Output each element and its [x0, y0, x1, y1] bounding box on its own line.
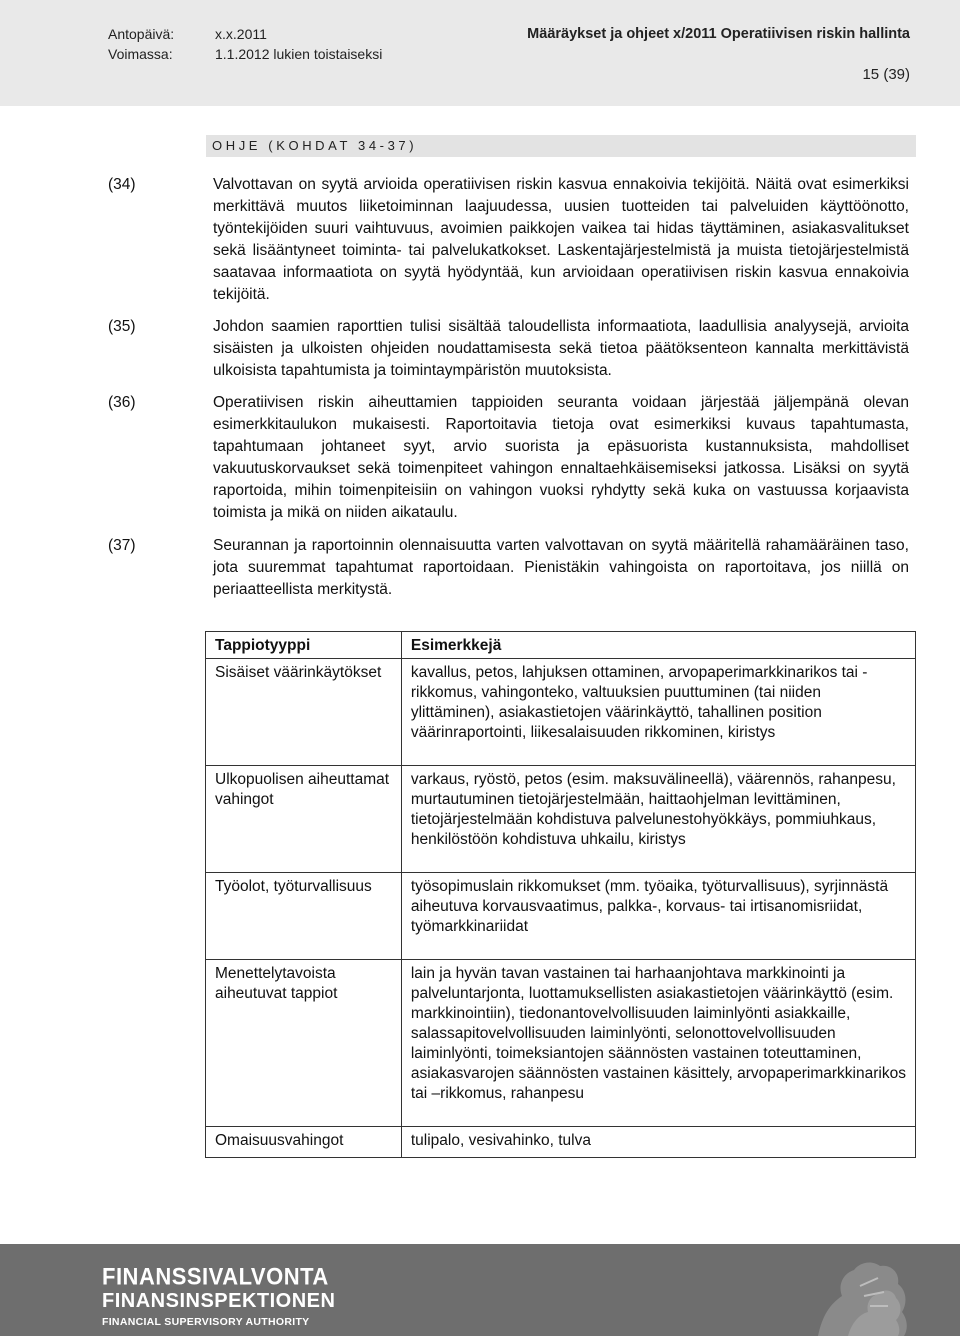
- section-heading: OHJE (KOHDAT 34-37): [206, 135, 916, 157]
- examples-cell: tulipalo, vesivahinko, tulva: [401, 1127, 915, 1158]
- loss-type-cell: Työolot, työturvallisuus: [206, 873, 402, 960]
- table-row: [206, 659, 916, 766]
- loss-type-table: [205, 631, 916, 1158]
- issued-value: x.x.2011: [215, 26, 267, 42]
- lion-crest-icon: [808, 1256, 918, 1336]
- logo-text-english: FINANCIAL SUPERVISORY AUTHORITY: [102, 1316, 310, 1328]
- table-row: [206, 873, 916, 960]
- loss-type-cell: Omaisuusvahingot: [206, 1127, 402, 1158]
- logo-text-finnish: FINANSSIVALVONTA: [102, 1262, 329, 1291]
- paragraph-number: (34): [108, 176, 136, 193]
- paragraph-number: (35): [108, 318, 136, 335]
- logo-text-swedish: FINANSINSPEKTIONEN: [102, 1290, 336, 1312]
- paragraph-text: Johdon saamien raporttien tulisi sisältää taloudellista informaatiota, laadullisia analyysejä, arvioita sisäisten ja ulkoisten ohjeiden noudattamisesta sekä tietoa päätöksenteon kannalta merkittävistä ulkoisista tapahtumista ja toimintaympäristön muutoksista.: [213, 318, 909, 379]
- examples-cell: varkaus, ryöstö, petos (esim. maksuvälineellä), väärennös, rahanpesu, murtautuminen tietojärjestelmään, haittaohjelman levittäminen, tietojärjestelmään kohdistuva palvelunestohyökkäys, pommiuhkaus, henkilöstöön kohdistuva uhkailu, kiristys: [401, 766, 915, 873]
- valid-value: 1.1.2012 lukien toistaiseksi: [215, 46, 383, 62]
- valid-label: Voimassa:: [108, 46, 173, 62]
- table-row: [206, 766, 916, 873]
- issued-label: Antopäivä:: [108, 26, 175, 42]
- paragraph-text: Valvottavan on syytä arvioida operatiivisen riskin kasvua ennakoivia tekijöitä. Näitä ovat esimerkiksi merkittävä muutos liiketoiminnan laajuudessa, uusien tuotteiden tai palveluiden käyttöönotto, työntekijöiden suuri vaihtuvuus, avoimien paikkojen vaikea tai hidas täyttäminen, asiakasvalitukset sekä lisääntyneet toiminta- tai palvelukatkokset. Laskentajärjestelmistä ja muista tietojärjestelmistä saatavaa informaatiota on syytä hyödyntää, kun arvioidaan operatiivisen riskin kasvua ennakoivia tekijöitä.: [213, 176, 909, 303]
- page-header: [0, 0, 960, 106]
- loss-type-cell: Sisäiset väärinkäytökset: [206, 659, 402, 766]
- table-row: [206, 960, 916, 1127]
- table-header-row: [206, 632, 916, 659]
- loss-type-cell: Menettelytavoista aiheutuvat tappiot: [206, 960, 402, 1127]
- loss-type-cell: Ulkopuolisen aiheuttamat vahingot: [206, 766, 402, 873]
- document-title: Määräykset ja ohjeet x/2011 Operatiivisen riskin hallinta: [527, 26, 910, 42]
- paragraph-number: (37): [108, 537, 136, 554]
- examples-cell: työsopimuslain rikkomukset (mm. työaika, työturvallisuus), syrjinnästä aiheutuva korvausvaatimus, palkka-, korvaus- tai irtisanomisriidat, työmarkkinariidat: [401, 873, 915, 960]
- column-header-examples: Esimerkkejä: [401, 632, 915, 659]
- examples-cell: lain ja hyvän tavan vastainen tai harhaanjohtava markkinointi ja palveluntarjonta, luottamuksellisten asiakastietojen väärinkäyttö (esim. markkinointiin), tiedonantovelvollisuuden laiminlyönti asiakkaille, salassapitovelvollisuuden laiminlyönti, selonottovelvollisuuden laiminlyönti, toimeksiantojen säännösten vastainen toteuttaminen, asiakasvarojen säännösten vastainen käsittely, arvopaperimarkkinarikos tai –rikkomus, rahanpesu: [401, 960, 915, 1127]
- page-number: 15 (39): [862, 66, 910, 83]
- table-row: [206, 1127, 916, 1158]
- paragraph-text: Operatiivisen riskin aiheuttamien tappioiden seuranta voidaan järjestää jäljempänä olevan esimerkkitaulukon mukaisesti. Raportoitavia tietoja ovat esimerkiksi kuvaus tapahtumasta, tapahtumaan johtaneet syyt, arvio suorista ja epäsuorista kustannuksista, mahdolliset vakuutuskorvaukset sekä toimenpiteet vahingon ennaltaehkäisemiseksi jatkossa. Lisäksi on syytä raportoida, mihin toimenpiteisiin on vahingon vuoksi ryhdytty sekä kuka on vastuussa korjaavista toimista ja mikä on niiden aikataulu.: [213, 394, 909, 521]
- page-footer: [0, 1244, 960, 1336]
- examples-cell: kavallus, petos, lahjuksen ottaminen, arvopaperimarkkinarikos tai -rikkomus, vahingonteko, valtuuksien puuttuminen (tai niiden ylittäminen), asiakastietojen väärinkäyttö, tahallinen position väärinraportointi, liikesalaisuuden rikkominen, kiristys: [401, 659, 915, 766]
- paragraph-number: (36): [108, 394, 136, 411]
- column-header-loss-type: Tappiotyyppi: [206, 632, 402, 659]
- paragraph-text: Seurannan ja raportoinnin olennaisuutta varten valvottavan on syytä määritellä rahamääräinen taso, jota suuremmat tapahtumat raportoidaan. Pienistäkin vahingoista on raportoitava, jos niillä on periaatteellista merkitystä.: [213, 537, 909, 598]
